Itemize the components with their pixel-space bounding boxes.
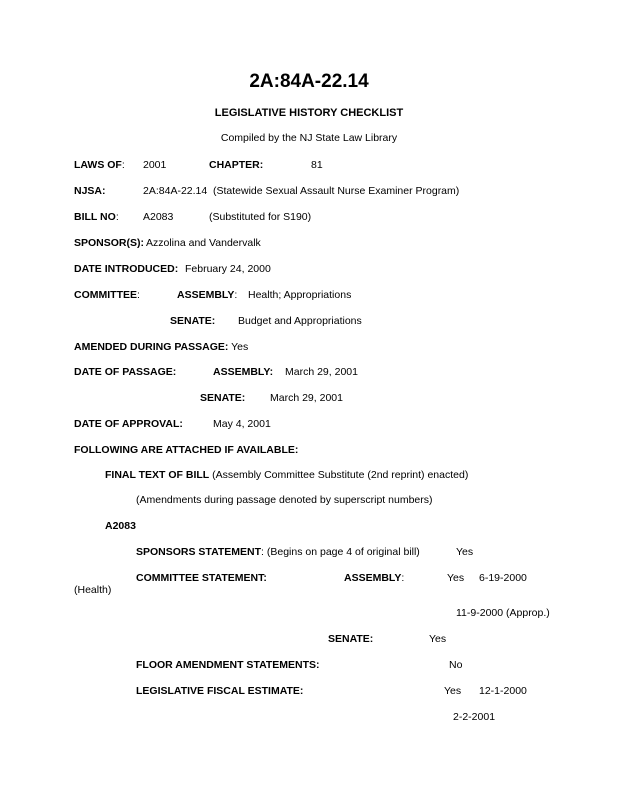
date-of-passage-label: DATE OF PASSAGE:	[74, 366, 177, 378]
laws-of-colon: :	[121, 159, 125, 171]
fiscal-estimate-value: Yes	[444, 685, 462, 697]
sponsors-label: SPONSOR(S):	[74, 237, 145, 249]
bill-no-label: BILL NO	[74, 211, 116, 223]
committee-statement-assembly-value: Yes	[447, 572, 465, 584]
passage-assembly-label: ASSEMBLY:	[213, 366, 274, 378]
sponsors-statement-note: : (Begins on page 4 of original bill)	[261, 546, 420, 558]
committee-statement-assembly-colon: :	[401, 572, 405, 584]
final-text-label: FINAL TEXT OF BILL	[105, 469, 210, 481]
date-of-approval-label: DATE OF APPROVAL:	[74, 418, 183, 430]
page-title: 2A:84A-22.14	[249, 71, 369, 92]
sponsors-statement-label: SPONSORS STATEMENT	[136, 546, 262, 558]
date-introduced-label: DATE INTRODUCED:	[74, 263, 179, 275]
fiscal-estimate-date2: 2-2-2001	[453, 711, 496, 723]
committee-statement-senate-label: SENATE:	[328, 633, 374, 645]
floor-amendment-value: No	[449, 659, 463, 671]
amended-during-passage-field	[74, 342, 248, 353]
laws-of-label: LAWS OF	[74, 159, 122, 171]
chapter-value: 81	[311, 159, 323, 171]
passage-senate-value: March 29, 2001	[270, 392, 343, 404]
amendments-note: (Amendments during passage denoted by superscript numbers)	[136, 494, 433, 506]
chapter-label: CHAPTER:	[209, 159, 264, 171]
committee-statement-assembly-field	[344, 573, 404, 584]
attached-heading: FOLLOWING ARE ATTACHED IF AVAILABLE:	[74, 444, 299, 456]
floor-amendment-label: FLOOR AMENDMENT STATEMENTS:	[136, 659, 320, 671]
committee-assembly-value: Health; Appropriations	[248, 289, 352, 301]
committee-statement-assembly-note1: (Health)	[74, 584, 112, 596]
sponsors-statement-field	[136, 547, 420, 558]
laws-of-field	[74, 160, 125, 171]
fiscal-estimate-label: LEGISLATIVE FISCAL ESTIMATE:	[136, 685, 304, 697]
passage-senate-label: SENATE:	[200, 392, 246, 404]
fiscal-estimate-date1: 12-1-2000	[479, 685, 527, 697]
committee-statement-label: COMMITTEE STATEMENT:	[136, 572, 267, 584]
bill-id: A2083	[105, 520, 136, 532]
bill-no-value: A2083	[143, 211, 174, 223]
amended-during-passage-value: Yes	[231, 341, 249, 353]
bill-no-colon: :	[115, 211, 119, 223]
committee-senate-value: Budget and Appropriations	[238, 315, 362, 327]
bill-substituted-note: (Substituted for S190)	[209, 211, 312, 223]
committee-statement-assembly-date1: 6-19-2000	[479, 572, 527, 584]
date-introduced-value: February 24, 2000	[185, 263, 271, 275]
committee-field	[74, 290, 140, 301]
committee-assembly-field	[177, 290, 237, 301]
final-text-field	[105, 470, 468, 481]
passage-assembly-value: March 29, 2001	[285, 366, 358, 378]
sponsors-value: Azzolina and Vandervalk	[146, 237, 261, 249]
njsa-description: (Statewide Sexual Assault Nurse Examiner Program)	[213, 185, 460, 197]
njsa-value: 2A:84A-22.14	[143, 185, 208, 197]
committee-statement-assembly-label: ASSEMBLY	[344, 572, 402, 584]
compiled-by-note: Compiled by the NJ State Law Library	[220, 132, 398, 144]
final-text-value: (Assembly Committee Substitute (2nd reprint) enacted)	[212, 469, 469, 481]
date-of-approval-value: May 4, 2001	[213, 418, 271, 430]
committee-senate-label: SENATE:	[170, 315, 216, 327]
page-subtitle: LEGISLATIVE HISTORY CHECKLIST	[214, 107, 404, 119]
committee-statement-senate-value: Yes	[429, 633, 447, 645]
bill-no-field	[74, 212, 119, 223]
committee-assembly-colon: :	[234, 289, 238, 301]
committee-assembly-label: ASSEMBLY	[177, 289, 235, 301]
committee-colon: :	[137, 289, 140, 301]
njsa-label: NJSA:	[74, 185, 106, 197]
sponsors-statement-value: Yes	[456, 546, 474, 558]
laws-of-year: 2001	[143, 159, 167, 171]
committee-label: COMMITTEE	[74, 289, 137, 301]
committee-statement-assembly-date2: 11-9-2000 (Approp.)	[456, 607, 550, 619]
amended-during-passage-label: AMENDED DURING PASSAGE:	[74, 341, 229, 353]
